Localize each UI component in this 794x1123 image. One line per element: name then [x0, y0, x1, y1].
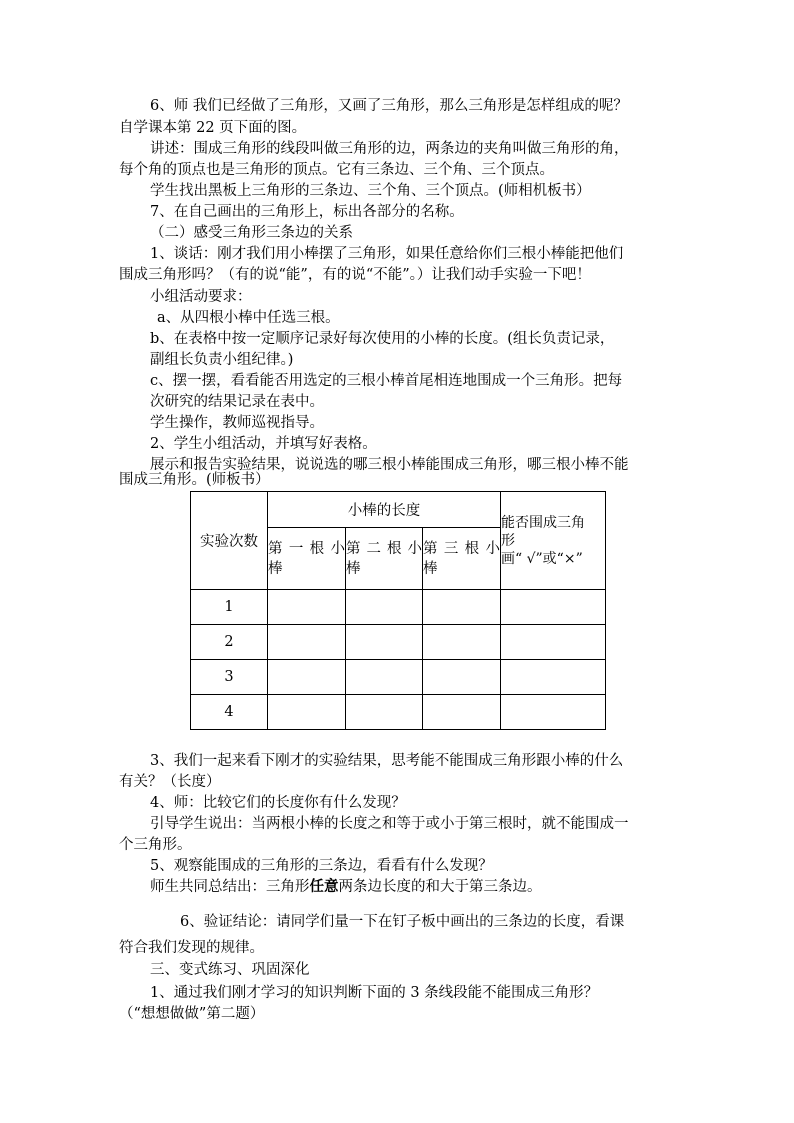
table-cell	[268, 660, 346, 695]
header-text: 第 一 根 小	[268, 540, 345, 557]
table-cell	[423, 660, 501, 695]
text-line: 次研究的结果记录在表中。	[150, 394, 324, 410]
text-line: 围成三角形。(师板书）	[119, 472, 270, 488]
text-line: 1、谈话：刚才我们用小棒摆了三角形，如果任意给你们三根小棒能把他们	[150, 246, 624, 262]
text-line: 个三角形。	[119, 837, 192, 853]
table-cell	[501, 590, 606, 625]
text-line: 围成三角形吗？（有的说“能”，有的说“不能”。）让我们动手实验一下吧！	[119, 267, 591, 283]
table-cell	[346, 590, 423, 625]
header-stick-2	[346, 528, 423, 590]
trial-number: 1	[191, 590, 268, 625]
list-item: c、摆一摆，看看能否用选定的三根小棒首尾相连地围成一个三角形。把每	[150, 373, 623, 389]
section-heading: （二）感受三角形三条边的关系	[150, 225, 353, 241]
text-line	[150, 877, 542, 897]
header-result	[501, 492, 606, 590]
text-run: 两条边长度的和大于第三条边。	[338, 879, 542, 895]
text-line: 展示和报告实验结果，说说选的哪三根小棒能围成三角形，哪三根小棒不能	[150, 457, 629, 473]
table-cell	[501, 625, 606, 660]
trial-number: 2	[191, 625, 268, 660]
text-line: 每个角的顶点也是三角形的顶点。它有三条边、三个角、三个顶点。	[119, 162, 554, 178]
header-text: 第 三 根 小	[423, 540, 500, 557]
table-cell	[423, 695, 501, 730]
text-line: 5、观察能围成的三角形的三条边，看看有什么发现？	[150, 858, 493, 874]
table-cell	[346, 660, 423, 695]
experiment-table	[190, 491, 606, 730]
header-text: 棒	[268, 560, 283, 577]
text-line: 学生找出黑板上三角形的三条边、三个角、三个顶点。(师相机板书）	[150, 183, 591, 199]
header-result-line: 画“ √”或“×”	[501, 550, 583, 567]
table-cell	[268, 625, 346, 660]
header-stick-3	[423, 528, 501, 590]
text-line: 副组长负责小组纪律。)	[150, 352, 294, 368]
header-text: 棒	[346, 560, 361, 577]
text-run: 师生共同总结出：三角形	[150, 879, 310, 895]
table-cell	[268, 590, 346, 625]
table-cell	[346, 625, 423, 660]
text-line: 3、我们一起来看下刚才的实验结果，思考能不能围成三角形跟小棒的什么	[150, 753, 624, 769]
header-result-line: 能否围成三角	[501, 514, 585, 531]
table-cell	[501, 660, 606, 695]
table-cell	[423, 590, 501, 625]
header-text: 第 二 根 小	[346, 540, 422, 557]
header-result-line: 形	[501, 532, 515, 549]
text-line: 小组活动要求：	[150, 289, 252, 305]
header-stick-length: 小棒的长度	[268, 492, 501, 528]
text-line: 2、学生小组活动，并填写好表格。	[150, 436, 377, 452]
text-line: 学生操作，教师巡视指导。	[150, 415, 324, 431]
table-cell	[423, 625, 501, 660]
table-cell	[501, 695, 606, 730]
table-row	[191, 625, 606, 660]
text-line: （“想想做做”第二题）	[119, 1006, 265, 1022]
text-line: 符合我们发现的规律。	[119, 940, 264, 956]
table-cell	[268, 695, 346, 730]
list-item: b、在表格中按一定顺序记录好每次使用的小棒的长度。(组长负责记录，	[150, 331, 615, 347]
table-row	[191, 660, 606, 695]
header-stick-1	[268, 528, 346, 590]
text-line: 6、师 我们已经做了三角形，又画了三角形，那么三角形是怎样组成的呢？	[150, 98, 628, 114]
text-line: 引导学生说出：当两根小棒的长度之和等于或小于第三根时，就不能围成一	[150, 816, 629, 832]
header-text: 棒	[423, 560, 438, 577]
text-line: 讲述：围成三角形的线段叫做三角形的边，两条边的夹角叫做三角形的角，	[150, 141, 629, 157]
text-line: 有关？（长度）	[119, 774, 221, 790]
text-line: 自学课本第 22 页下面的图。	[119, 120, 307, 136]
text-line: 6、验证结论：请同学们量一下在钉子板中画出的三条边的长度，看课	[180, 914, 625, 930]
list-item: a、从四根小棒中任选三根。	[157, 310, 340, 326]
trial-number: 4	[191, 695, 268, 730]
text-line: 7、在自己画出的三角形上，标出各部分的名称。	[150, 204, 464, 220]
emphasis-text: 任意	[309, 878, 339, 895]
header-trial-count: 实验次数	[191, 492, 268, 590]
table-cell	[346, 695, 423, 730]
table-row	[191, 695, 606, 730]
text-line: 4、师：比较它们的长度你有什么发现？	[150, 795, 406, 811]
table-row	[191, 590, 606, 625]
text-line: 1、通过我们刚才学习的知识判断下面的 3 条线段能不能围成三角形？	[150, 985, 599, 1001]
section-heading: 三、变式练习、巩固深化	[150, 962, 310, 978]
trial-number: 3	[191, 660, 268, 695]
